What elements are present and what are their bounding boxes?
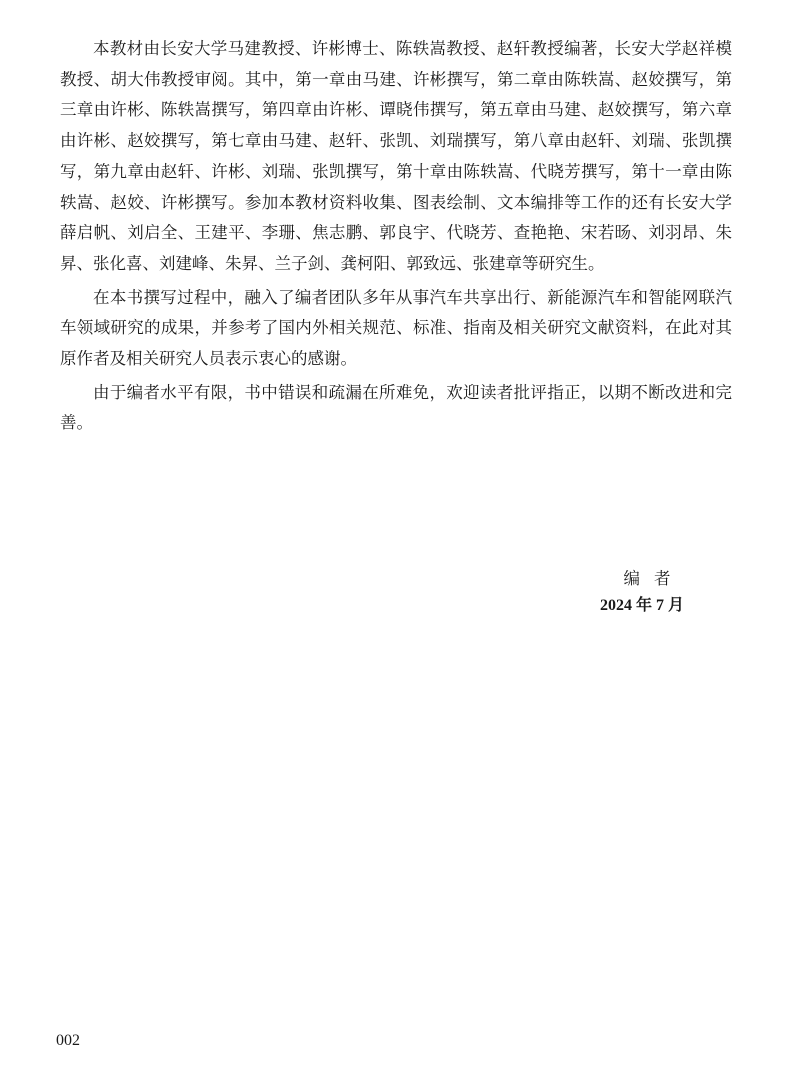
paragraph-disclaimer: 由于编者水平有限，书中错误和疏漏在所难免，欢迎读者批评指正，以期不断改进和完善。: [60, 382, 732, 433]
paragraph-acknowledgement: 在本书撰写过程中，融入了编者团队多年从事汽车共享出行、新能源汽车和智能网联汽车领域研究的成果，并参考了国内外相关规范、标准、指南及相关研究文献资料，在此对其原作者及相关研究人员表示衷心的感谢。: [60, 287, 732, 369]
page-number: 002: [56, 1032, 80, 1049]
paragraph-authors: 本教材由长安大学马建教授、许彬博士、陈轶嵩教授、赵轩教授编著，长安大学赵祥模教授、胡大伟教授审阅。其中，第一章由马建、许彬撰写，第二章由陈轶嵩、赵姣撰写，第三章由许彬、陈轶嵩撰写，第四章由许彬、谭晓伟撰写，第五章由马建、赵姣撰写，第六章由许彬、赵姣撰写，第七章由马建、赵轩、张凯、刘瑞撰写，第八章由赵轩、刘瑞、张凯撰写，第九章由赵轩、许彬、刘瑞、张凯撰写，第十章由陈轶嵩、代晓芳撰写，第十一章由陈轶嵩、赵姣、许彬撰写。参加本教材资料收集、图表绘制、文本编排等工作的还有长安大学薛启帆、刘启全、王建平、李珊、焦志鹏、郭良宇、代晓芳、查艳艳、宋若旸、刘羽昂、朱昇、张化喜、刘建峰、朱昇、兰子剑、龚柯阳、郭致远、张建章等研究生。: [60, 39, 732, 273]
preface-body: [60, 34, 732, 442]
signature-date: 2024 年 7 月: [599, 597, 684, 614]
signature-block: [560, 566, 710, 620]
signature-author: 编者: [623, 569, 685, 588]
